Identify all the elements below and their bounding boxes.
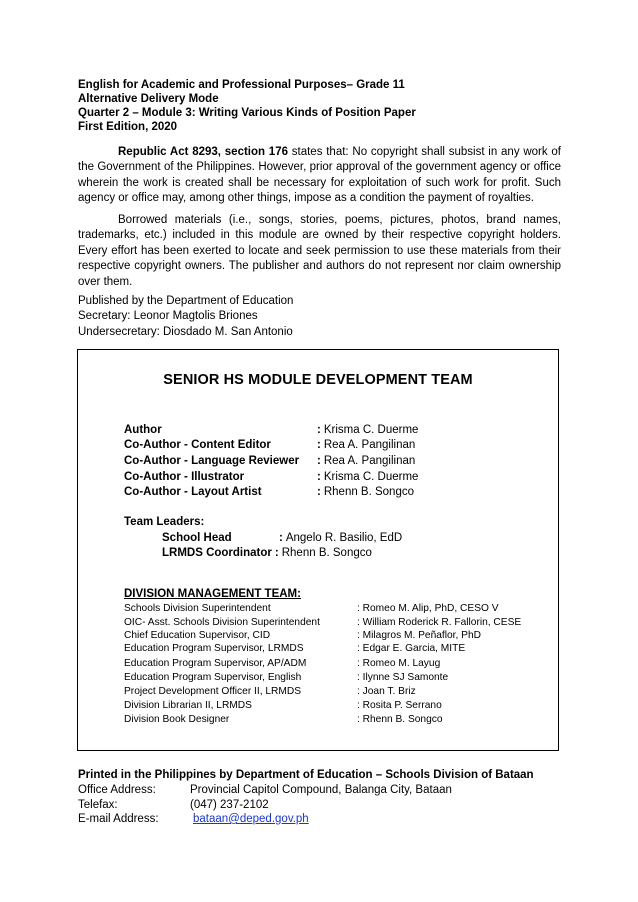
published-by: Published by the Department of Education	[78, 295, 294, 307]
credit-separator: :	[317, 486, 321, 499]
team-leader-separator: :	[274, 547, 279, 560]
division-member-role: Schools Division Superintendent	[124, 603, 271, 614]
credit-row	[124, 469, 418, 485]
division-member-row	[124, 657, 521, 671]
division-member-row	[124, 602, 521, 616]
header-edition: First Edition, 2020	[78, 121, 178, 133]
telefax-row	[78, 798, 534, 813]
telefax-label: Telefax:	[78, 798, 118, 811]
development-team-title: SENIOR HS MODULE DEVELOPMENT TEAM	[163, 372, 473, 388]
division-member-role: Education Program Supervisor, LRMDS	[124, 643, 304, 655]
credit-role: Co-Author - Content Editor	[124, 439, 271, 452]
office-address-value: Provincial Capitol Compound, Balanga City, Bataan	[190, 784, 452, 796]
credit-separator: :	[317, 470, 321, 483]
copyright-paragraph	[78, 145, 561, 207]
header-subject: English for Academic and Professional Purposes– Grade 11	[78, 79, 405, 91]
printed-notice: Printed in the Philippines by Department of Education – Schools Division of Bataan	[78, 769, 534, 781]
division-management-team	[124, 586, 521, 728]
division-member-name: : Romeo M. Alip, PhD, CESO V	[357, 603, 499, 614]
credits-list	[124, 422, 418, 500]
team-leader-separator: :	[279, 531, 283, 544]
division-member-role: Project Development Officer II, LRMDS	[124, 685, 302, 697]
publisher-info	[78, 294, 293, 340]
division-team-title: DIVISION MANAGEMENT TEAM:	[124, 588, 301, 600]
division-member-name: : Rhenn B. Songco	[357, 714, 443, 726]
division-member-row	[124, 671, 521, 685]
copyright-text: states that: No copyright shall subsist in any work of the Government of the Philippines. However, prior approval of the government agency or office wherein the work is created shall be necessary for exploitation of such work for profit. Such agency or office may, among other things, impose as a condition the payment of royalties.	[78, 146, 561, 205]
credit-name: Krisma C. Duerme	[323, 423, 419, 436]
team-leader-role: LRMDS Coordinator	[162, 547, 272, 560]
division-member-role: Education Program Supervisor, AP/ADM	[124, 657, 307, 669]
credit-row	[124, 453, 418, 469]
telefax-value: (047) 237-2102	[190, 798, 269, 811]
team-leaders	[124, 515, 402, 562]
credit-separator: :	[317, 454, 321, 467]
credit-row	[124, 438, 418, 454]
division-member-row	[124, 699, 521, 713]
division-member-row	[124, 685, 521, 699]
email-row	[78, 812, 534, 827]
team-leaders-label: Team Leaders:	[124, 516, 205, 528]
division-member-name: : Edgar E. Garcia, MITE	[357, 643, 466, 655]
team-leader-name: Angelo R. Basilio, EdD	[285, 531, 403, 544]
secretary: Secretary: Leonor Magtolis Briones	[78, 310, 258, 323]
division-member-role: Chief Education Supervisor, CID	[124, 630, 271, 642]
development-team-box	[77, 349, 559, 751]
credit-row	[124, 422, 418, 438]
credit-row	[124, 484, 418, 500]
credit-role: Co-Author - Language Reviewer	[124, 454, 300, 467]
email-label: E-mail Address:	[78, 813, 159, 825]
credit-separator: :	[317, 439, 321, 452]
credit-role: Co-Author - Illustrator	[124, 470, 245, 483]
office-address-row	[78, 783, 534, 798]
credit-name: Rea A. Pangilinan	[323, 439, 416, 452]
borrowed-materials-paragraph	[78, 213, 561, 290]
division-member-name: : William Roderick R. Fallorin, CESE	[357, 617, 522, 629]
division-member-name: : Ilynne SJ Samonte	[357, 671, 449, 683]
division-member-name: : Romeo M. Layug	[357, 657, 441, 669]
team-leader-name: Rhenn B. Songco	[281, 547, 372, 560]
header-module-title: Quarter 2 – Module 3: Writing Various Kinds of Position Paper	[78, 107, 416, 119]
division-member-role: OIC- Asst. Schools Division Superintendent	[124, 617, 320, 629]
division-member-name: : Milagros M. Peñaflor, PhD	[357, 630, 481, 642]
module-header	[78, 78, 568, 134]
division-member-name: : Rosita P. Serrano	[357, 700, 442, 712]
credit-separator: :	[317, 423, 321, 436]
division-member-name: : Joan T. Briz	[357, 685, 416, 697]
credit-name: Rhenn B. Songco	[323, 486, 414, 499]
division-member-role: Division Librarian II, LRMDS	[124, 700, 252, 712]
division-member-row	[124, 616, 521, 630]
credit-name: Rea A. Pangilinan	[323, 454, 416, 467]
undersecretary: Undersecretary: Diosdado M. San Antonio	[78, 325, 293, 338]
office-address-label: Office Address:	[78, 784, 156, 796]
division-member-role: Division Book Designer	[124, 714, 230, 726]
footer	[78, 768, 534, 827]
team-leader-row	[124, 546, 402, 562]
division-member-row	[124, 630, 521, 642]
credit-role: Author	[124, 423, 162, 436]
credit-role: Co-Author - Layout Artist	[124, 486, 262, 499]
borrowed-materials-text: Borrowed materials (i.e., songs, stories, poems, pictures, photos, brand names, trademarks, etc.) included in this module are owned by their respective copyright holders. Every effort has been exerted to locate and seek permission to use these materials from their respective copyright owners. The publisher and authors do not represent nor claim ownership over them.	[78, 214, 561, 288]
copyright-law-reference: Republic Act 8293, section 176	[118, 146, 288, 158]
division-member-row	[124, 713, 521, 727]
email-link[interactable]: bataan@deped.gov.ph	[193, 813, 309, 825]
team-leader-row	[124, 531, 402, 547]
division-member-row	[124, 642, 521, 656]
division-member-role: Education Program Supervisor, English	[124, 671, 302, 683]
credit-name: Krisma C. Duerme	[323, 470, 419, 483]
team-leader-role: School Head	[162, 531, 232, 544]
header-delivery-mode: Alternative Delivery Mode	[78, 93, 219, 105]
